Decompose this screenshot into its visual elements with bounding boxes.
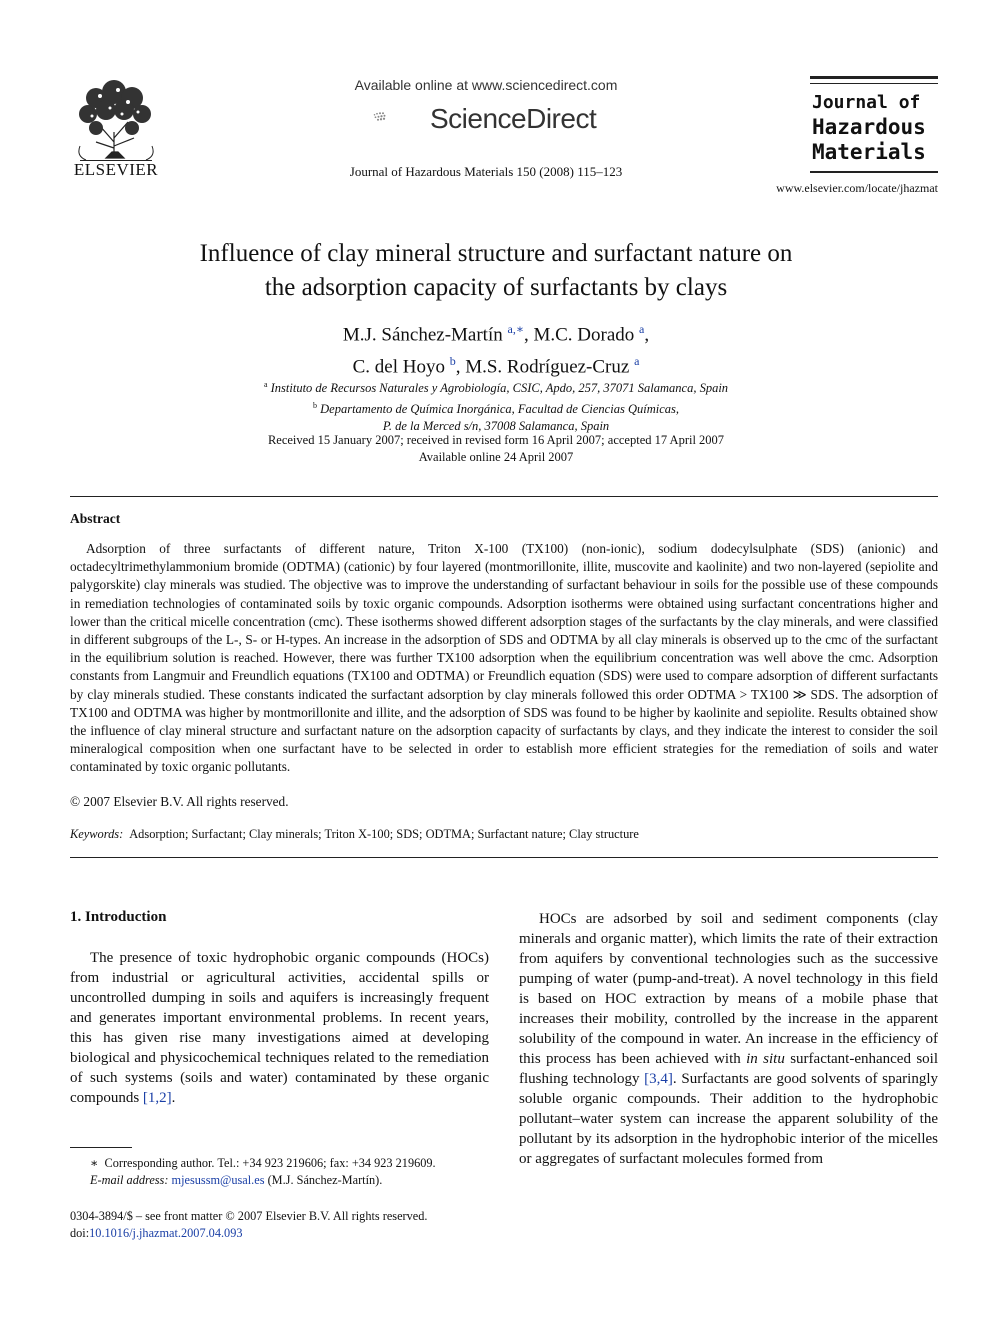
intro-text: The presence of toxic hydrophobic organic compounds (HOCs) from industrial or agricultural activities, accidental spills or uncontrolled dumping in soils and aquifers is increasingly frequent and generates important environmental problems. In recent years, this has given rise many investigations aimed at developing biological and physicochemical techniques related to the remediation of such systems (soils and water) contaminated by these organic compounds [70,950,489,1106]
section-heading-introduction: 1. Introduction [70,909,167,925]
affiliation-b: Departamento de Química Inorgánica, Facultad de Ciencias Químicas, [320,402,679,417]
email-link[interactable]: mjesussm@usal.es [171,1173,265,1187]
intro-text: . [171,1090,176,1106]
keywords-text: Adsorption; Surfactant; Clay minerals; Triton X-100; SDS; ODTMA; Surfactant nature; Clay structure [129,827,639,841]
issn-line: 0304-3894/$ – see front matter © 2007 Elsevier B.V. All rights reserved. [70,1209,428,1223]
author-separator: , [455,356,466,378]
author-name: M.S. Rodríguez-Cruz [465,356,630,378]
footnote-rule [70,1147,132,1148]
journal-logo-line: Materials [812,140,926,164]
abstract-text: Adsorption of three surfactants of different nature, Triton X-100 (TX100) (non-ionic), sodium dodecylsulphate (SDS) (anionic) and octadecyltrimethylammonium bromide (ODTMA) (cationic) by four layered (montmorillonite, illite, muscovite and kaolinite) and two non-layered (sepiolite and palygorskite) clay minerals was studied. The objective was to improve the understanding of surfactant behaviour in soils for the possible use of these compounds in remediation technologies of contaminated soils by toxic organic compounds. Adsorption isotherms were obtained using surfactant concentrations higher and lower than the critical micelle concentration (cmc). These isotherms showed different adsorption stages of the surfactants by the clay minerals, and were classified in different subgroups of the L-, S- or H-types. An increase in the adsorption of SDS and ODTMA by all clay minerals is observed up to the cmc of the surfactant in the equilibrium solution is reached. However, there was further TX100 adsorption when the equilibrium concentration was well above the cmc. Adsorption constants from Langmuir and Freundlich equations (TX100 and ODTMA) or Freundlich equation (SDS) were used to compare adsorption of different surfactants by clay minerals studied. These constants indicated the surfactant adsorption by clay minerals followed this order ODTMA > TX100 ≫ SDS. The adsorption of TX100 and ODTMA was higher by montmorillonite and illite, and the adsorption of SDS was found to be higher by kaolinite and sepiolite. Results obtained show the influence of clay mineral structure and surfactant nature on the adsorption capacity of surfactants by clays, and they indicate the interest to consider the soil mineralogical composition when one surfactant have to be selected in order to establish more efficient strategies for the remediation of soils and water contaminated by toxic organic pollutants. [70,541,938,775]
available-date: Available online 24 April 2007 [418,450,574,464]
footnote [70,1155,489,1189]
intro-paragraph-left [70,948,489,1108]
author-affiliation-mark[interactable]: a [639,322,645,336]
abstract-copyright: © 2007 Elsevier B.V. All rights reserved. [70,794,289,809]
publisher-name: ELSEVIER [73,160,159,179]
journal-logo-rule [810,83,938,84]
footnote-mark: ∗ [90,1156,99,1170]
available-online-text: Available online at www.sciencedirect.com [354,77,618,93]
author-affiliation-mark[interactable]: a,∗ [507,322,524,336]
author-name: M.C. Dorado [533,324,635,346]
abstract-heading: Abstract [70,511,121,526]
received-dates: Received 15 January 2007; received in revised form 16 April 2007; accepted 17 April 2007 [267,433,725,447]
journal-url-link[interactable]: www.elsevier.com/locate/jhazmat [776,181,938,195]
journal-logo-line: Hazardous [812,115,926,139]
intro-text: surfactant-enhanced soil flushing technology [519,1051,939,1087]
affiliation-mark: b [313,401,317,411]
article-title [96,237,896,305]
author-affiliation-mark[interactable]: b [449,354,456,369]
doi-label: doi: [70,1226,90,1240]
sciencedirect-logo-text: ScienceDirect [430,103,597,134]
author-separator: , [523,324,534,346]
title-line: Influence of clay mineral structure and surfactant nature on [199,240,793,267]
page-bottom-info [70,1208,489,1242]
doi-link[interactable]: 10.1016/j.jhazmat.2007.04.093 [89,1226,243,1240]
affiliations [96,376,896,435]
footnote-corresponding: Corresponding author. Tel.: +34 923 219606; fax: +34 923 219609. [104,1156,436,1170]
intro-paragraph-right [519,909,938,1169]
email-owner: (M.J. Sánchez-Martín). [267,1173,383,1187]
divider-bottom [70,857,938,858]
author-name: M.J. Sánchez-Martín [342,324,503,346]
intro-italic-text: in situ [746,1051,785,1067]
affiliation-b-address: P. de la Merced s/n, 37008 Salamanca, Spain [382,419,610,434]
journal-reference: Journal of Hazardous Materials 150 (2008) 115–123 [349,164,623,179]
journal-logo-text [812,90,942,165]
keywords [70,827,938,842]
email-label: E-mail address: [90,1173,169,1187]
author-name: C. del Hoyo [352,356,445,378]
affiliation-mark: a [263,380,268,389]
intro-text: . Surfactants are good solvents of sparingly soluble organic compounds. Their addition to the hydrophobic pollutant–water system can increase the apparent solubility of the pollutant by its adsorption in the hydrophobic interior of the micelles or aggregates of surfactant molecules formed from [519,1071,938,1167]
article-dates [96,432,896,466]
keywords-label: Keywords: [70,827,124,841]
citation-link[interactable]: [1,2] [142,1090,172,1106]
affiliation-a: Instituto de Recursos Naturales y Agrobiología, CSIC, Apdo, 257, 37071 Salamanca, Spain [270,381,729,396]
title-line: the adsorption capacity of surfactants by clays [264,274,728,301]
citation-link[interactable]: [3,4] [644,1071,673,1087]
divider-top [70,496,938,497]
author-affiliation-mark[interactable]: a [634,354,640,369]
sciencedirect-dots-icon [372,96,432,138]
intro-text: HOCs are adsorbed by soil and sediment components (clay minerals and organic matter), which limits the rate of their extraction from aquifers by conventional technologies such as the successive pumping of water (pump-and-treat). A novel technology in this field is based on HOC extraction by means of a mobile phase that increases their mobility, controlled by the increase in the apparent solubility of the compound in water. An increase in the efficiency of this process has been achieved with [519,911,938,1067]
author-list [96,316,896,381]
journal-logo-line: Journal of [812,92,921,113]
author-separator: , [644,324,650,346]
